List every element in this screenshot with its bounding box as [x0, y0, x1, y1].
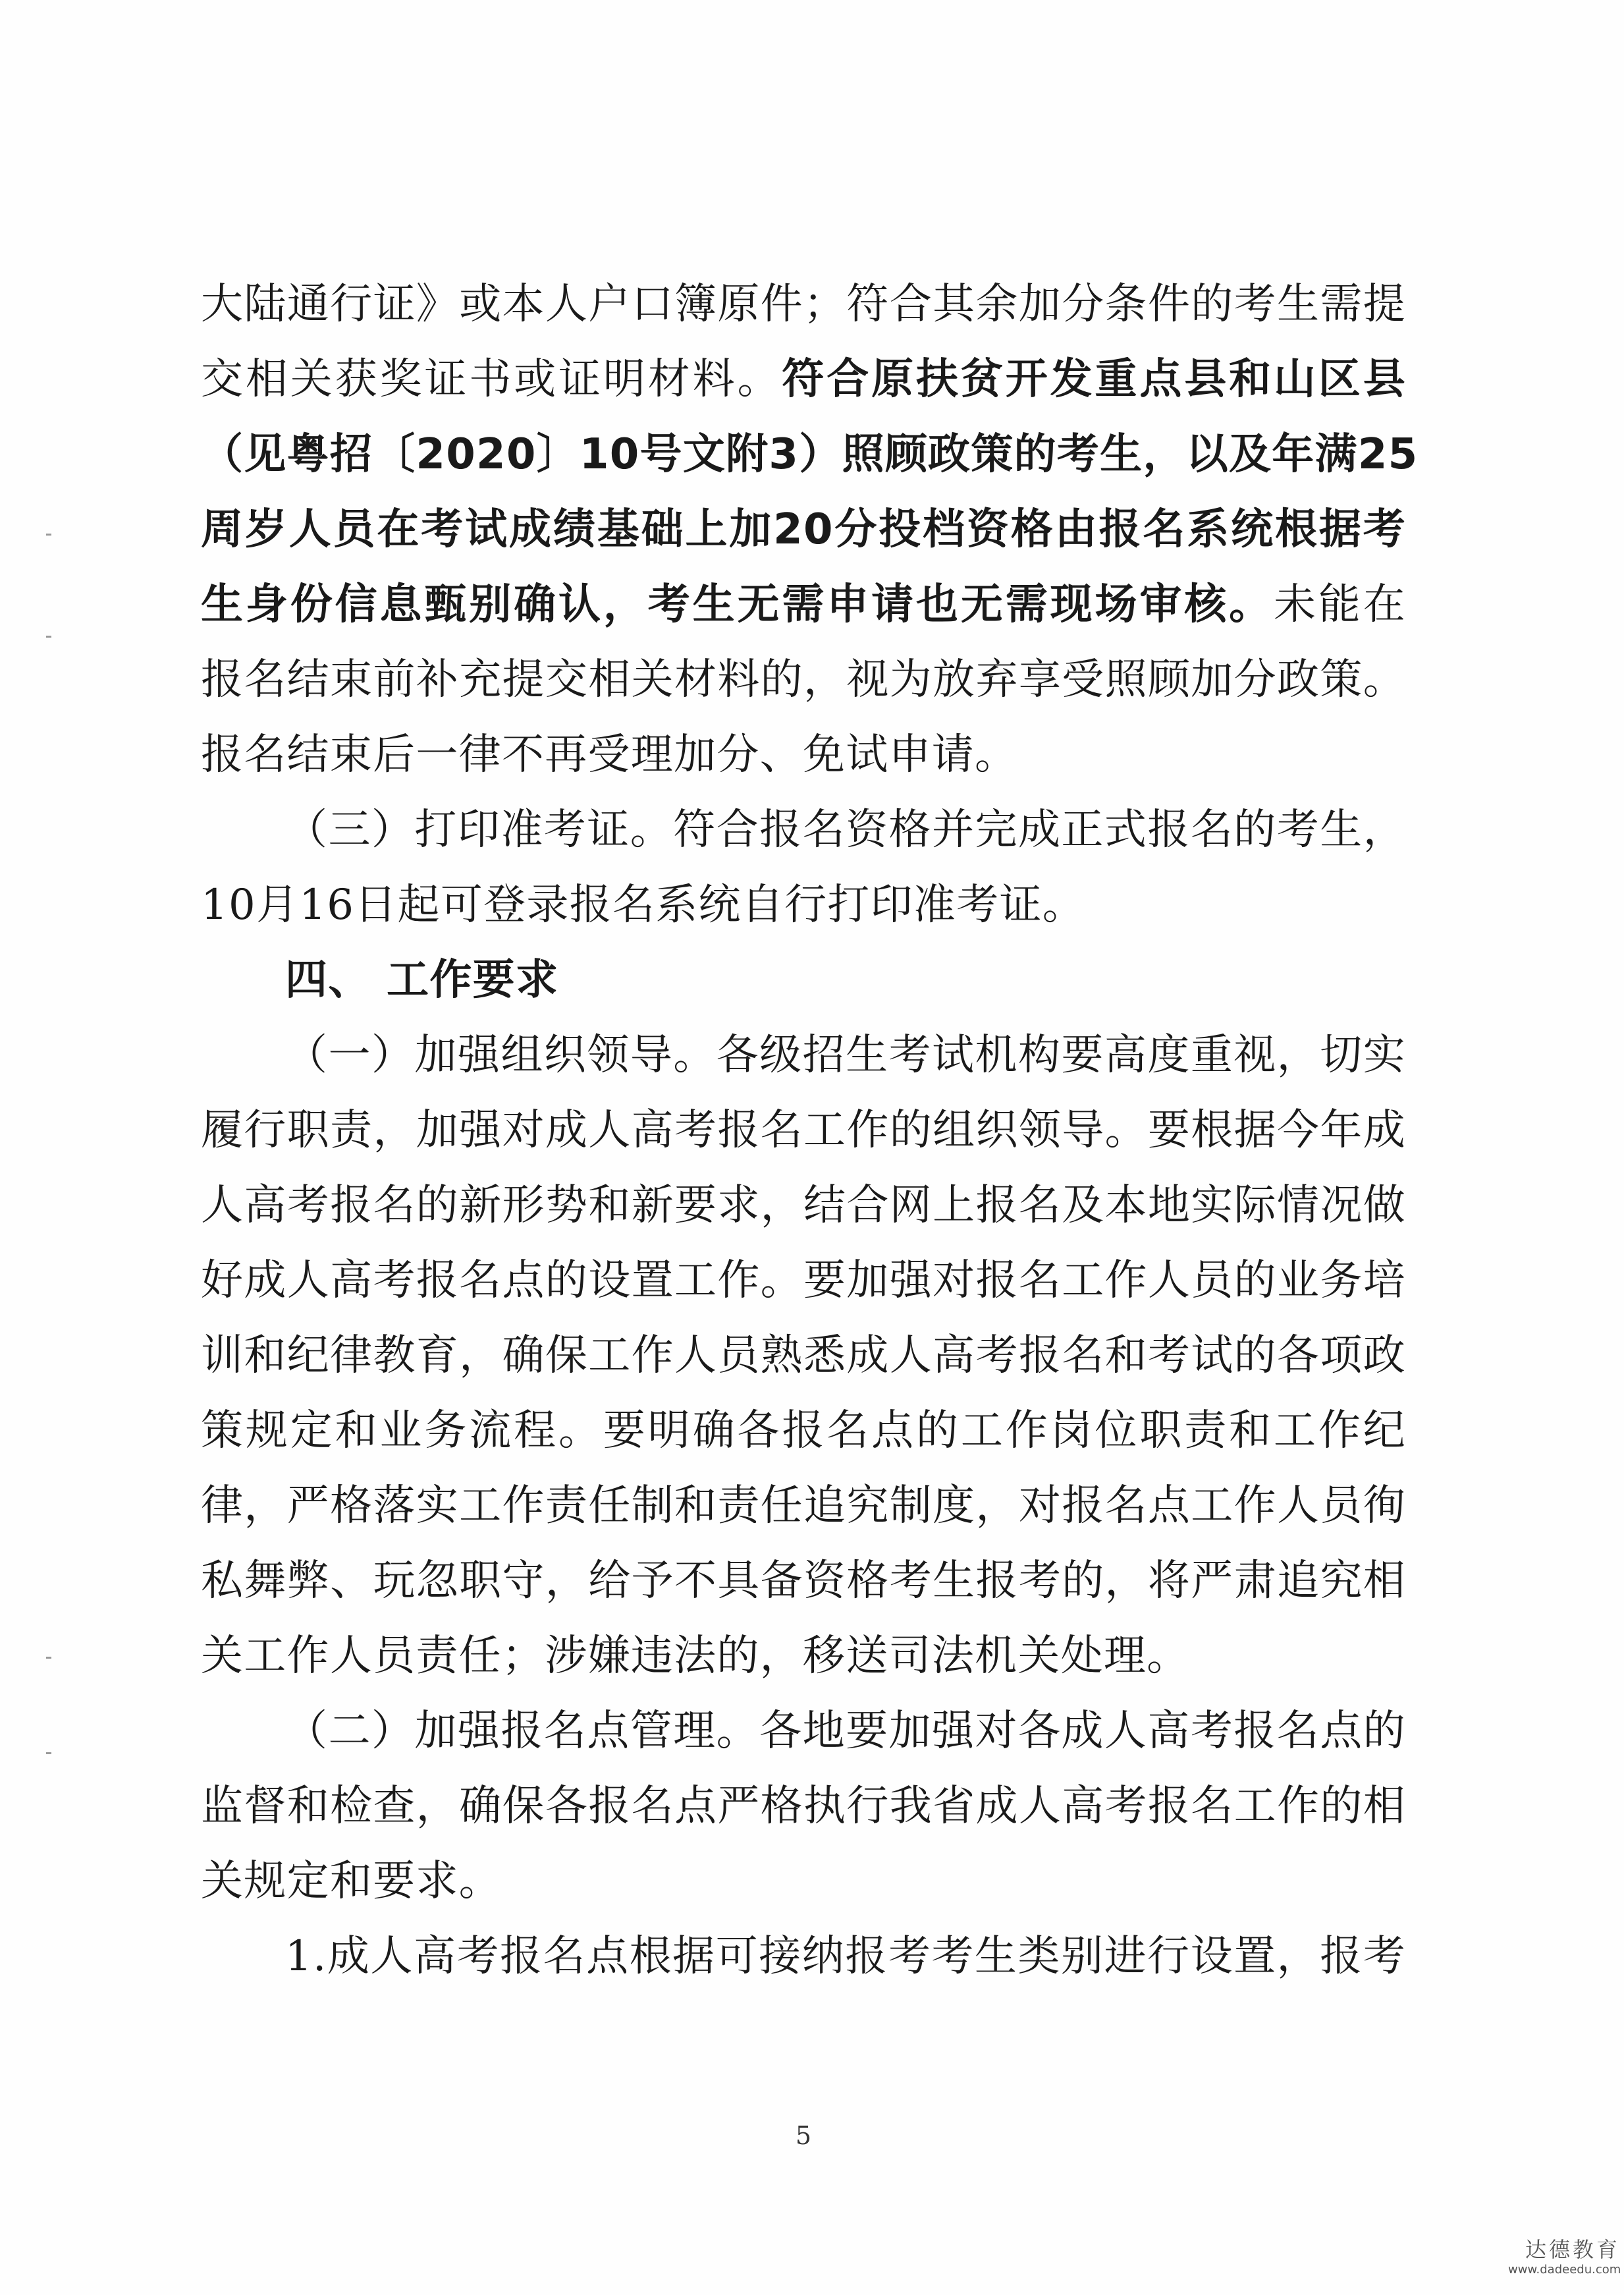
text-line: （二）加强报名点管理。各地要加强对各成人高考报名点的	[285, 1707, 1406, 1756]
text-line: （三）打印准考证。符合报名资格并完成正式报名的考生，	[285, 806, 1406, 854]
text-line: 策规定和业务流程。要明确各报名点的工作岗位职责和工作纪	[201, 1406, 1406, 1455]
document-body	[201, 267, 1419, 1994]
text-line: 生身份信息甄别确认，考生无需申请也无需现场审核。未能在	[201, 580, 1406, 629]
text-line: 训和纪律教育，确保工作人员熟悉成人高考报名和考试的各项政	[201, 1331, 1406, 1380]
text-line: （见粤招〔2020〕10号文附3）照顾政策的考生，以及年满25	[201, 430, 1419, 479]
scan-mark	[46, 636, 51, 638]
text-line: 周岁人员在考试成绩基础上加20分投档资格由报名系统根据考	[201, 505, 1406, 554]
text-line: 人高考报名的新形势和新要求，结合网上报名及本地实际情况做	[201, 1181, 1406, 1230]
text-line: 报名结束后一律不再受理加分、免试申请。	[201, 731, 1018, 779]
watermark-url: www.dadeedu.com	[1508, 2263, 1621, 2277]
scan-mark	[46, 1752, 51, 1754]
text-line: 交相关获奖证书或证明材料。符合原扶贫开发重点县和山区县	[201, 355, 1406, 404]
scan-mark	[46, 1657, 51, 1659]
text-line: 大陆通行证》或本人户口簿原件；符合其余加分条件的考生需提	[201, 280, 1406, 329]
section-heading: 四、 工作要求	[285, 956, 559, 1005]
bold-text: 符合原扶贫开发重点县和山区县	[782, 355, 1406, 404]
text-line: 律，严格落实工作责任制和责任追究制度，对报名点工作人员徇	[201, 1481, 1406, 1530]
scan-mark	[46, 534, 51, 536]
text-line: 私舞弊、玩忽职守，给予不具备资格考生报考的，将严肃追究相	[201, 1557, 1406, 1605]
text-line: （一）加强组织领导。各级招生考试机构要高度重视，切实	[285, 1031, 1406, 1080]
text-line: 1.成人高考报名点根据可接纳报考考生类别进行设置，报考	[285, 1932, 1406, 1981]
text-line: 履行职责，加强对成人高考报名工作的组织领导。要根据今年成	[201, 1106, 1406, 1155]
text-line: 关规定和要求。	[201, 1857, 502, 1906]
watermark-name: 达德教育	[1525, 2237, 1620, 2262]
page-number: 5	[795, 2121, 812, 2150]
watermark	[1508, 2236, 1620, 2277]
text-line: 监督和检查，确保各报名点严格执行我省成人高考报名工作的相	[201, 1782, 1406, 1831]
text-line: 报名结束前补充提交相关材料的，视为放弃享受照顾加分政策。	[201, 655, 1406, 704]
text-line: 关工作人员责任；涉嫌违法的，移送司法机关处理。	[201, 1632, 1190, 1680]
text-line: 好成人高考报名点的设置工作。要加强对报名工作人员的业务培	[201, 1256, 1406, 1305]
bold-text: 生身份信息甄别确认，考生无需申请也无需现场审核。	[201, 580, 1274, 629]
text-line: 10月16日起可登录报名系统自行打印准考证。	[201, 881, 1086, 929]
